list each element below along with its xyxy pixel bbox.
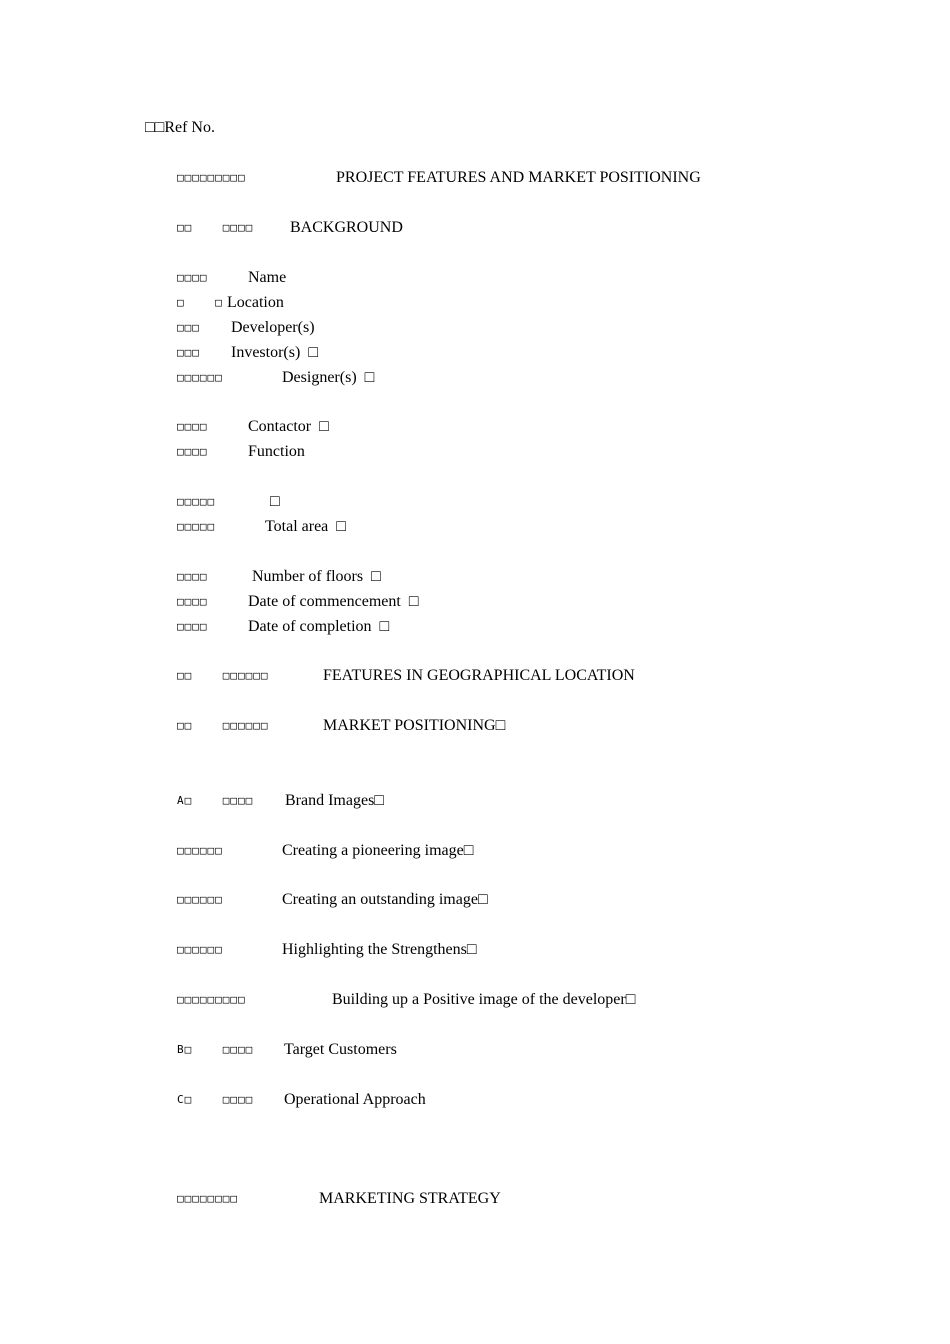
location-cn: □ □ <box>177 296 223 309</box>
name-label: Name <box>248 269 287 286</box>
designer-label: Designer(s) □ <box>282 369 375 386</box>
developer-cn: □□□ <box>177 321 200 334</box>
background-title: BACKGROUND <box>290 219 403 236</box>
completion-cn: □□□□ <box>177 620 208 633</box>
outstanding-label: Creating an outstanding image□ <box>282 891 488 908</box>
positive-cn: □□□□□□□□□ <box>177 993 246 1006</box>
blank-label: □ <box>270 493 280 510</box>
strengthens-cn: □□□□□□ <box>177 943 223 956</box>
investor-cn: □□□ <box>177 346 200 359</box>
completion-label: Date of completion □ <box>248 618 390 635</box>
background-cn: □□ □□□□ <box>177 221 254 234</box>
commencement-cn: □□□□ <box>177 595 208 608</box>
outstanding-cn: □□□□□□ <box>177 893 223 906</box>
ref-no: □□Ref No. <box>145 119 215 136</box>
investor-label: Investor(s) □ <box>231 344 318 361</box>
location-label: Location <box>227 294 284 311</box>
section-1-cn: □□□□□□□□□ <box>177 171 246 184</box>
target-cn: B□ □□□□ <box>177 1043 254 1056</box>
strategy-title: MARKETING STRATEGY <box>319 1190 501 1207</box>
contactor-label: Contactor □ <box>248 418 329 435</box>
pioneering-label: Creating a pioneering image□ <box>282 842 474 859</box>
operational-title: Operational Approach <box>284 1091 426 1108</box>
blank-cn: □□□□□ <box>177 495 216 508</box>
brand-cn: A□ □□□□ <box>177 794 254 807</box>
contactor-cn: □□□□ <box>177 420 208 433</box>
strategy-cn: □□□□□□□□ <box>177 1192 238 1205</box>
total-area-cn: □□□□□ <box>177 520 216 533</box>
name-cn: □□□□ <box>177 271 208 284</box>
function-cn: □□□□ <box>177 445 208 458</box>
floors-cn: □□□□ <box>177 570 208 583</box>
designer-cn: □□□□□□ <box>177 371 223 384</box>
function-label: Function <box>248 443 305 460</box>
geo-title: FEATURES IN GEOGRAPHICAL LOCATION <box>323 667 635 684</box>
commencement-label: Date of commencement □ <box>248 593 419 610</box>
positive-label: Building up a Positive image of the developer□ <box>332 991 636 1008</box>
geo-cn: □□ □□□□□□ <box>177 669 269 682</box>
operational-cn: C□ □□□□ <box>177 1093 254 1106</box>
developer-label: Developer(s) <box>231 319 315 336</box>
section-1-title: PROJECT FEATURES AND MARKET POSITIONING <box>336 169 701 186</box>
floors-label: Number of floors □ <box>252 568 381 585</box>
brand-title: Brand Images□ <box>285 792 384 809</box>
market-cn: □□ □□□□□□ <box>177 719 269 732</box>
total-area-label: Total area □ <box>265 518 346 535</box>
target-title: Target Customers <box>284 1041 397 1058</box>
pioneering-cn: □□□□□□ <box>177 844 223 857</box>
market-title: MARKET POSITIONING□ <box>323 717 506 734</box>
strengthens-label: Highlighting the Strengthens□ <box>282 941 477 958</box>
